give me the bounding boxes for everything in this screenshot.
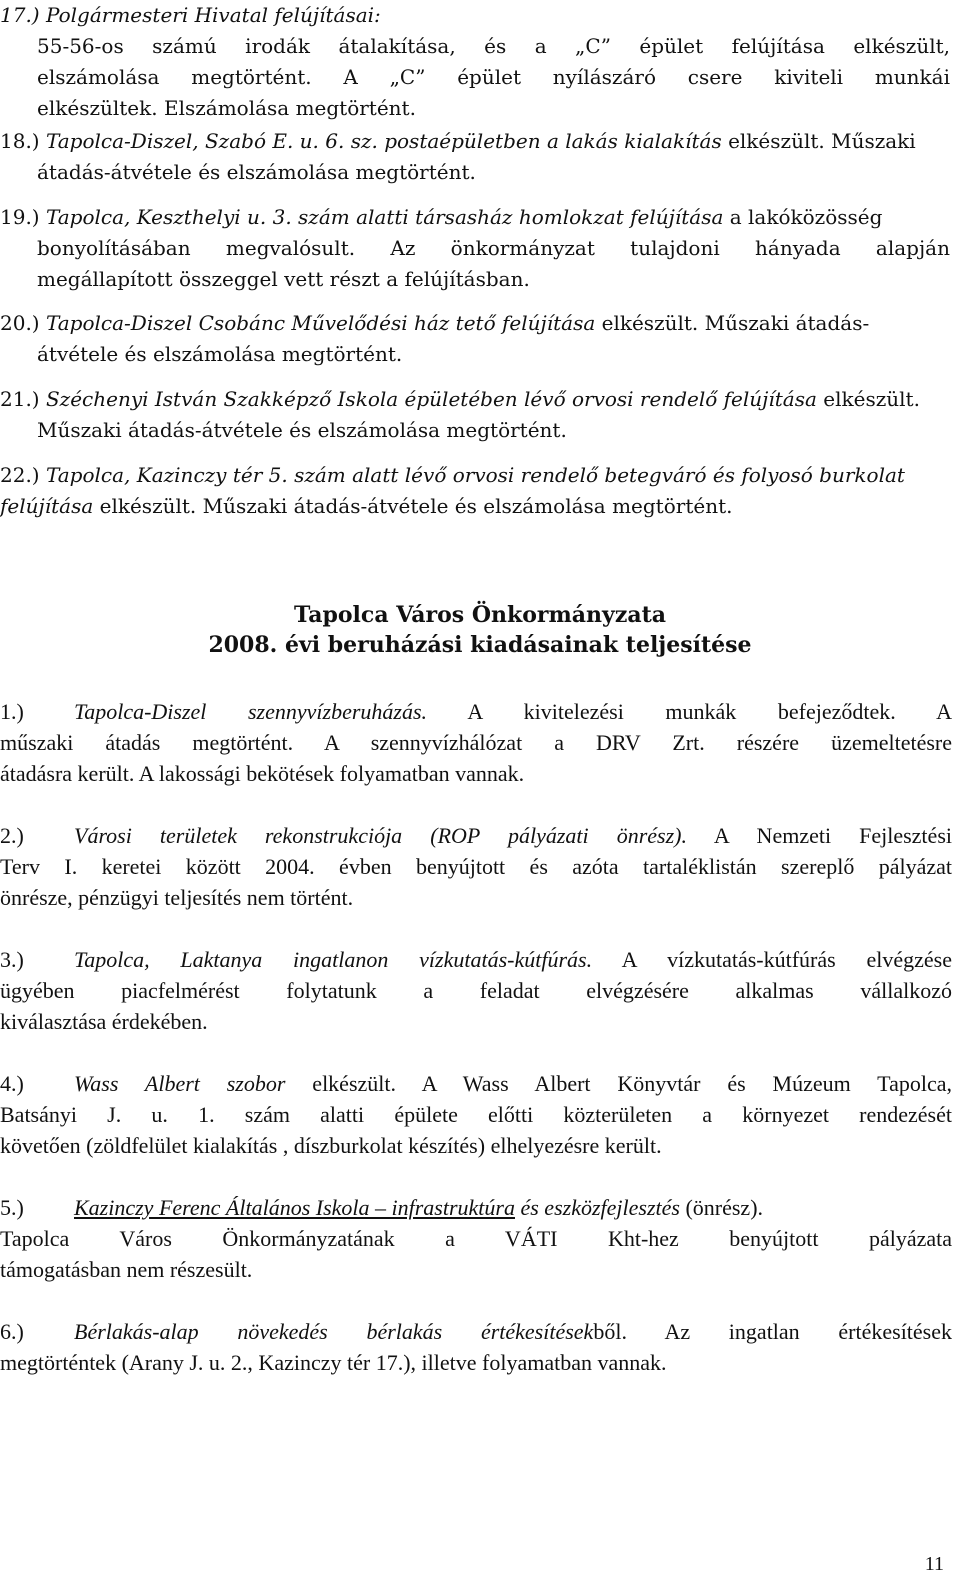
- item-20-title: Tapolca-Diszel Csobánc Művelődési ház tető felújítása: [45, 311, 596, 335]
- item-3: [0, 944, 952, 1037]
- item-21-line-2: Műszaki átadás-átvétele és elszámolása megtörtént.: [37, 418, 567, 442]
- item-18-line-1: [0, 126, 950, 157]
- item-17-line-3: elkészültek. Elszámolása megtörtént.: [37, 96, 416, 120]
- item-2-line-2: Terv I. keretei között 2004. évben benyújtott és azóta tartaléklistán szereplő pályázat: [0, 854, 952, 879]
- item-20-line-2: átvétele és elszámolása megtörtént.: [37, 342, 403, 366]
- item-22-line-2: [0, 491, 950, 522]
- item-18-title: Tapolca-Diszel, Szabó E. u. 6. sz. postaépületben a lakás kialakítás: [45, 129, 722, 153]
- item-2-rest: A Nemzeti Fejlesztési: [686, 823, 952, 848]
- item-21-line-1: [0, 384, 950, 415]
- item-2-line-3: önrésze, pénzügyi teljesítés nem történt.: [0, 885, 354, 910]
- item-5-line-3: támogatásban nem részesült.: [0, 1257, 253, 1282]
- page-number: 11: [924, 1553, 944, 1575]
- item-3-line-3: kiválasztása érdekében.: [0, 1009, 208, 1034]
- item-19-line-1: [0, 202, 950, 233]
- item-1-title: Tapolca-Diszel szennyvízberuházás.: [74, 699, 428, 724]
- item-18-number: 18.): [0, 129, 40, 153]
- item-3-line-2: ügyében piacfelmérést folytatunk a feladat elvégzésére alkalmas vállalkozó: [0, 978, 952, 1003]
- item-4-title: Wass Albert szobor: [74, 1071, 286, 1096]
- item-1-line-2: műszaki átadás megtörtént. A szennyvízhálózat a DRV Zrt. részére üzemeltetésre: [0, 730, 952, 755]
- item-5-number: 5.): [0, 1195, 24, 1220]
- item-17-line-1: 55-56-os számú irodák átalakítása, és a „C” épület felújítása elkészült,: [37, 34, 950, 58]
- item-18-line-2: átadás-átvétele és elszámolása megtörtént.: [37, 160, 476, 184]
- item-5-title: és eszközfejlesztés: [514, 1195, 680, 1220]
- item-19-line-2: bonyolításában megvalósult. Az önkormányzat tulajdoni hányada alapján: [37, 236, 950, 260]
- item-22-title: Tapolca, Kazinczy tér 5. szám alatt lévő orvosi rendelő betegváró és folyosó burkolat: [45, 463, 905, 487]
- heading-line-1: Tapolca Város Önkormányzata: [293, 602, 666, 628]
- item-6-rest: ből. Az ingatlan értékesítések: [593, 1319, 953, 1344]
- item-6-line-2: megtörténtek (Arany J. u. 2., Kazinczy tér 17.), illetve folyamatban vannak.: [0, 1350, 667, 1375]
- item-22-line-1: [0, 460, 950, 491]
- item-6-number: 6.): [0, 1319, 24, 1344]
- item-21-title: Széchenyi István Szakképző Iskola épületében lévő orvosi rendelő felújítása: [45, 387, 817, 411]
- item-5-line-1: [0, 1192, 952, 1223]
- item-22-title-cont: felújítása: [0, 494, 94, 518]
- item-20-rest: elkészült. Műszaki átadás-: [595, 311, 870, 335]
- item-2-title: Városi területek rekonstrukciója (ROP pályázati önrész).: [74, 823, 687, 848]
- item-17: [0, 0, 950, 124]
- item-1: [0, 696, 952, 789]
- heading-line-2: 2008. évi beruházási kiadásainak teljesítése: [208, 632, 752, 658]
- item-1-line-3: átadásra került. A lakossági bekötések folyamatban vannak.: [0, 761, 525, 786]
- item-20: [0, 308, 950, 370]
- item-19: [0, 202, 950, 295]
- item-4-line-3: követően (zöldfelület kialakítás , díszburkolat készítés) elhelyezésre került.: [0, 1133, 662, 1158]
- item-21-number: 21.): [0, 387, 40, 411]
- item-4-number: 4.): [0, 1071, 24, 1096]
- item-5-line-2: Tapolca Város Önkormányzatának a VÁTI Kht-hez benyújtott pályázata: [0, 1226, 952, 1251]
- item-19-line-3: megállapított összeggel vett részt a felújításban.: [37, 267, 530, 291]
- item-5: [0, 1192, 952, 1285]
- item-1-line-1: [0, 696, 952, 727]
- item-6: [0, 1316, 952, 1378]
- item-4: [0, 1068, 952, 1161]
- item-20-line-1: [0, 308, 950, 339]
- item-6-line-1: [0, 1316, 952, 1347]
- item-19-rest: a lakóközösség: [723, 205, 883, 229]
- item-17-title: 17.) Polgármesteri Hivatal felújításai:: [0, 3, 381, 27]
- item-18-rest: elkészült. Műszaki: [721, 129, 916, 153]
- item-22-rest: elkészült. Műszaki átadás-átvétele és elszámolása megtörtént.: [93, 494, 733, 518]
- item-22: [0, 460, 950, 522]
- item-5-rest: (önrész).: [679, 1195, 764, 1220]
- item-2-number: 2.): [0, 823, 24, 848]
- item-4-line-1: [0, 1068, 952, 1099]
- item-3-title: Tapolca, Laktanya ingatlanon vízkutatás-kútfúrás.: [74, 947, 593, 972]
- section-heading: [0, 600, 960, 660]
- item-4-rest: elkészült. A Wass Albert Könyvtár és Múzeum Tapolca,: [285, 1071, 952, 1096]
- item-22-number: 22.): [0, 463, 40, 487]
- item-2-line-1: [0, 820, 952, 851]
- item-4-line-2: Batsányi J. u. 1. szám alatti épülete előtti közterületen a környezet rendezését: [0, 1102, 952, 1127]
- item-1-rest: A kivitelezési munkák befejeződtek. A: [427, 699, 952, 724]
- item-3-line-1: [0, 944, 952, 975]
- item-20-number: 20.): [0, 311, 40, 335]
- item-21: [0, 384, 950, 446]
- item-17-line-2: elszámolása megtörtént. A „C” épület nyílászáró csere kiviteli munkái: [37, 65, 950, 89]
- item-5-title-underlined: Kazinczy Ferenc Általános Iskola – infrastruktúra: [74, 1195, 515, 1220]
- item-2: [0, 820, 952, 913]
- item-19-number: 19.): [0, 205, 40, 229]
- item-1-number: 1.): [0, 699, 24, 724]
- item-18: [0, 126, 950, 188]
- item-6-title: Bérlakás-alap növekedés bérlakás értékesítések: [74, 1319, 594, 1344]
- item-3-number: 3.): [0, 947, 24, 972]
- item-3-rest: A vízkutatás-kútfúrás elvégzése: [592, 947, 952, 972]
- item-19-title: Tapolca, Keszthelyi u. 3. szám alatti társasház homlokzat felújítása: [45, 205, 724, 229]
- item-21-rest: elkészült.: [816, 387, 920, 411]
